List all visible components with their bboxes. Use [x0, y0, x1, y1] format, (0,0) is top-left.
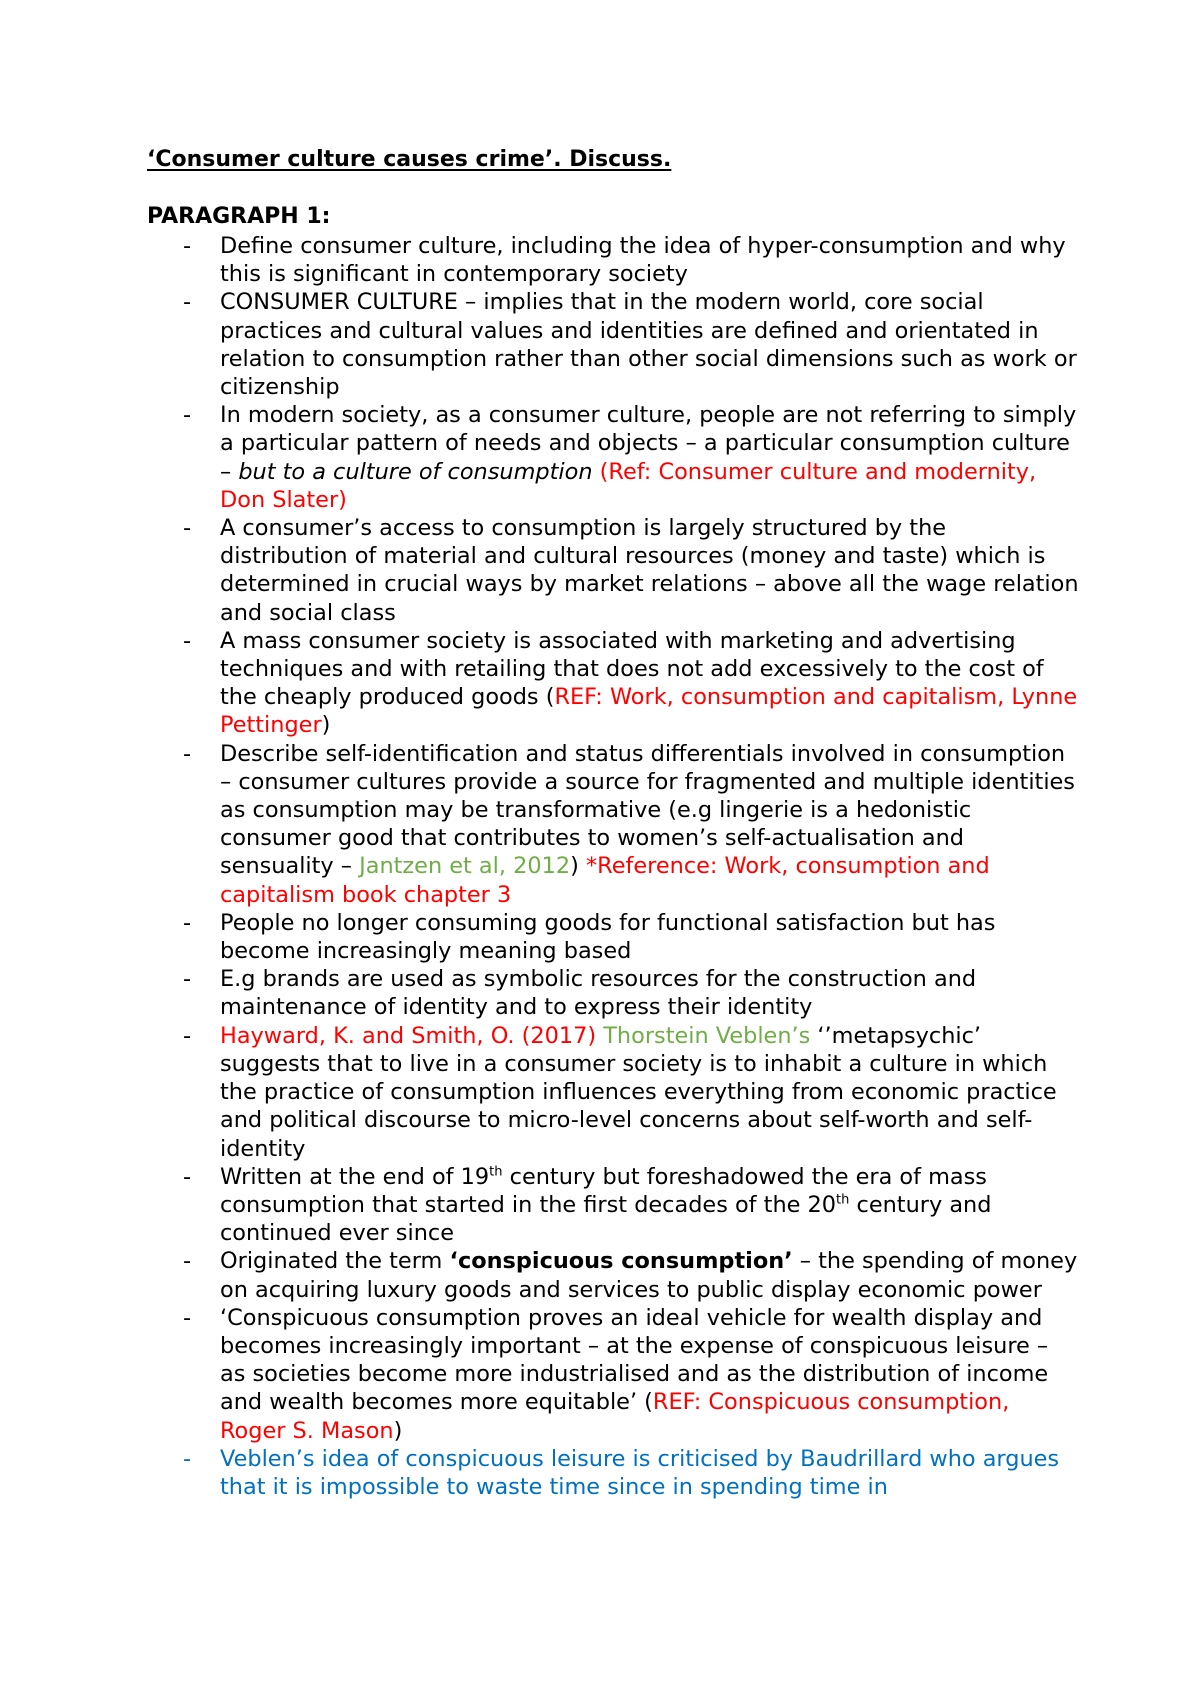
bullet-text: E.g brands are used as symbolic resources for the construction and maintenance of identity and to express their identity: [220, 966, 977, 1021]
dash-marker: -: [183, 909, 192, 936]
dash-marker: -: [183, 740, 192, 767]
dash-marker: -: [183, 289, 192, 316]
bullet-text: Describe self-identification and status differentials involved in consumption – consumer cultures provide a source for fragmented and multiple identities as consumption may be transformative (e.g lingerie is a hedonistic consumer good that contributes to women’s self-actualisation and sensuality –: [220, 740, 1075, 880]
bullet-text: ‘’metapsychic’ suggests that to live in a consumer society is to inhabit a culture in which the practice of consumption influences everything from economic practice and political discourse to micro-level concerns about self-worth and self-identity: [220, 1022, 1057, 1162]
author-citation: Thorstein Veblen’s: [603, 1022, 811, 1049]
bullet-text: A mass consumer society is associated with marketing and advertising techniques and with retailing that does not add excessively to the cost of the cheaply produced goods (: [220, 627, 1044, 711]
dash-marker: -: [183, 515, 192, 542]
author-citation: Jantzen et al, 2012: [359, 853, 571, 880]
bullet-list: [0, 232, 1200, 1501]
bullet-item-modern-society: [0, 401, 1080, 514]
dash-marker: -: [183, 1163, 192, 1190]
dash-marker: -: [183, 1445, 192, 1472]
bullet-text: Veblen’s idea of conspicuous leisure is criticised by Baudrillard who argues that it is impossible to waste time since in spending time in: [220, 1445, 1060, 1500]
section-heading: PARAGRAPH 1:: [147, 204, 331, 229]
reference-text: *Reference: Work, consumption and capitalism book chapter 3: [220, 853, 990, 908]
italic-phrase: but to a culture of consumption: [238, 458, 593, 485]
dash-marker: -: [183, 233, 192, 259]
space: [593, 459, 600, 485]
bullet-text: – the spending of money on acquiring luxury goods and services to public display economic power: [220, 1248, 1078, 1303]
reference-text: REF: Conspicuous consumption, Roger S. Mason: [220, 1389, 1010, 1444]
bullet-text: ‘Conspicuous consumption proves an ideal vehicle for wealth display and becomes increasingly important – at the expense of conspicuous leisure – as societies become more industrialised and as the distribution of income and wealth becomes more equitable’ (: [220, 1304, 1049, 1416]
dash-marker: -: [183, 1248, 192, 1275]
bullet-text: Originated the term: [220, 1248, 450, 1275]
reference-text: Hayward, K. and Smith, O. (2017): [220, 1022, 597, 1049]
closing-paren: ): [393, 1417, 403, 1444]
bullet-item-consumer-culture-definition: [0, 288, 1080, 401]
bullet-item-brands: [0, 965, 1080, 1021]
dash-marker: -: [183, 1022, 192, 1049]
closing-paren: ): [570, 853, 586, 880]
bullet-item-self-identification: [0, 740, 1080, 909]
bullet-text: Written at the end of 19: [220, 1163, 490, 1190]
bullet-text: CONSUMER CULTURE – implies that in the modern world, core social practices and cultural values and identities are defined and orientated in relation to consumption rather than other social dimensions such as work or citizenship: [220, 289, 1077, 401]
bullet-item-written-end-of-century: [0, 1163, 1080, 1248]
dash-marker: -: [183, 627, 192, 654]
bullet-item-conspicuous-consumption-term: [0, 1247, 1080, 1303]
dash-marker: -: [183, 402, 192, 429]
bullet-text: People no longer consuming goods for functional satisfaction but has become increasingly meaning based: [220, 909, 996, 965]
bullet-item-conspicuous-consumption-quote: [0, 1304, 1080, 1445]
dash-marker: -: [183, 1304, 192, 1331]
dash-marker: -: [183, 966, 192, 993]
bullet-item-baudrillard: [0, 1445, 1080, 1501]
superscript-ordinal: th: [489, 1164, 503, 1180]
bullet-text: century and continued ever since: [220, 1191, 992, 1247]
document-title: ‘Consumer culture causes crime’. Discuss.: [147, 147, 672, 172]
bullet-item-mass-consumer-society: [0, 627, 1080, 740]
bullet-item-meaning-based: [0, 909, 1080, 965]
bullet-item-define-consumer-culture: [0, 232, 1080, 288]
bold-term: ‘conspicuous consumption’: [449, 1248, 793, 1275]
bullet-text: A consumer’s access to consumption is largely structured by the distribution of material and cultural resources (money and taste) which is determined in crucial ways by market relations – above all the wage relation and social class: [220, 515, 1079, 626]
bullet-item-access-to-consumption: [0, 514, 1080, 627]
bullet-item-hayward-smith: [0, 1022, 1080, 1163]
bullet-text: century but foreshadowed the era of mass consumption that started in the first decades of the 20: [220, 1163, 987, 1218]
bullet-text: In modern society, as a consumer culture, people are not referring to simply a particular pattern of needs and objects – a particular consumption culture –: [220, 402, 1077, 485]
reference-text: (Ref: Consumer culture and modernity, Don Slater): [220, 458, 1037, 513]
reference-text: REF: Work, consumption and capitalism, Lynne Pettinger: [220, 684, 1078, 739]
closing-paren: ): [321, 712, 331, 739]
superscript-ordinal: th: [836, 1192, 850, 1208]
bullet-text: Define consumer culture, including the idea of hyper-consumption and why this is significant in contemporary society: [220, 233, 1066, 288]
